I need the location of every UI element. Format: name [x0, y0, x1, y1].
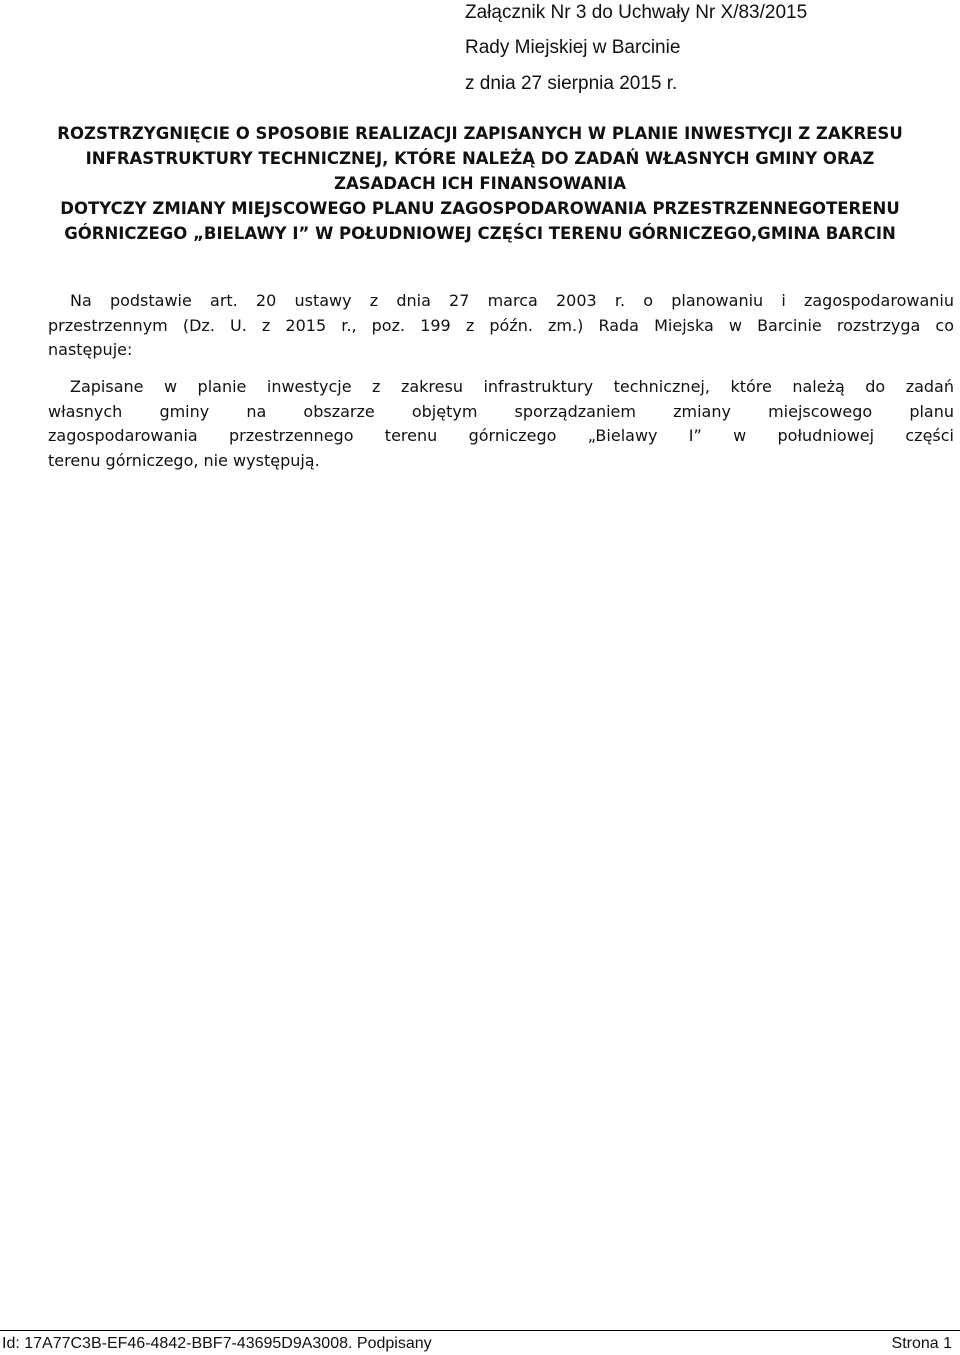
footer-divider [0, 1330, 960, 1331]
title-line: DOTYCZY ZMIANY MIEJSCOWEGO PLANU ZAGOSPODAROWANIA PRZESTRZENNEGOTERENU [60, 199, 900, 218]
paragraph-line: terenu górniczego, nie występują. [48, 450, 320, 470]
title-line: ROZSTRZYGNIĘCIE O SPOSOBIE REALIZACJI ZAPISANYCH W PLANIE INWESTYCJI Z ZAKRESU [57, 124, 903, 143]
paragraph-line: przestrzennym (Dz. U. z 2015 r., poz. 199 z późn. zm.) Rada Miejska w Barcinie rozstrzyga co [48, 315, 954, 335]
title-line: INFRASTRUKTURY TECHNICZNEJ, KTÓRE NALEŻĄ DO ZADAŃ WŁASNYCH GMINY ORAZ [85, 149, 875, 168]
paragraph-line: następuje: [48, 340, 133, 359]
paragraph-line: własnych gminy na obszarze objętym sporządzaniem zmiany miejscowego planu [48, 401, 954, 421]
decision-paragraph [48, 375, 954, 473]
document-title [20, 121, 940, 246]
legal-basis-paragraph [48, 289, 954, 363]
attachment-header-line-1: Załącznik Nr 3 do Uchwały Nr X/83/2015 [465, 2, 808, 23]
page-number: Strona 1 [891, 1335, 952, 1352]
paragraph-line: Zapisane w planie inwestycje z zakresu infrastruktury technicznej, które należą do zadań [70, 377, 954, 396]
title-line: ZASADACH ICH FINANSOWANIA [334, 174, 626, 193]
paragraph-line: zagospodarowania przestrzennego terenu górniczego „Bielawy I” w południowej części [48, 426, 954, 445]
title-line: GÓRNICZEGO „BIELAWY I” W POŁUDNIOWEJ CZĘŚCI TERENU GÓRNICZEGO,GMINA BARCIN [64, 224, 896, 243]
attachment-header-line-3: z dnia 27 sierpnia 2015 r. [465, 73, 678, 94]
document-id: Id: 17A77C3B-EF46-4842-BBF7-43695D9A3008. Podpisany [2, 1335, 432, 1352]
paragraph-line: Na podstawie art. 20 ustawy z dnia 27 marca 2003 r. o planowaniu i zagospodarowaniu [70, 291, 954, 310]
attachment-header-line-2: Rady Miejskiej w Barcinie [465, 37, 681, 58]
